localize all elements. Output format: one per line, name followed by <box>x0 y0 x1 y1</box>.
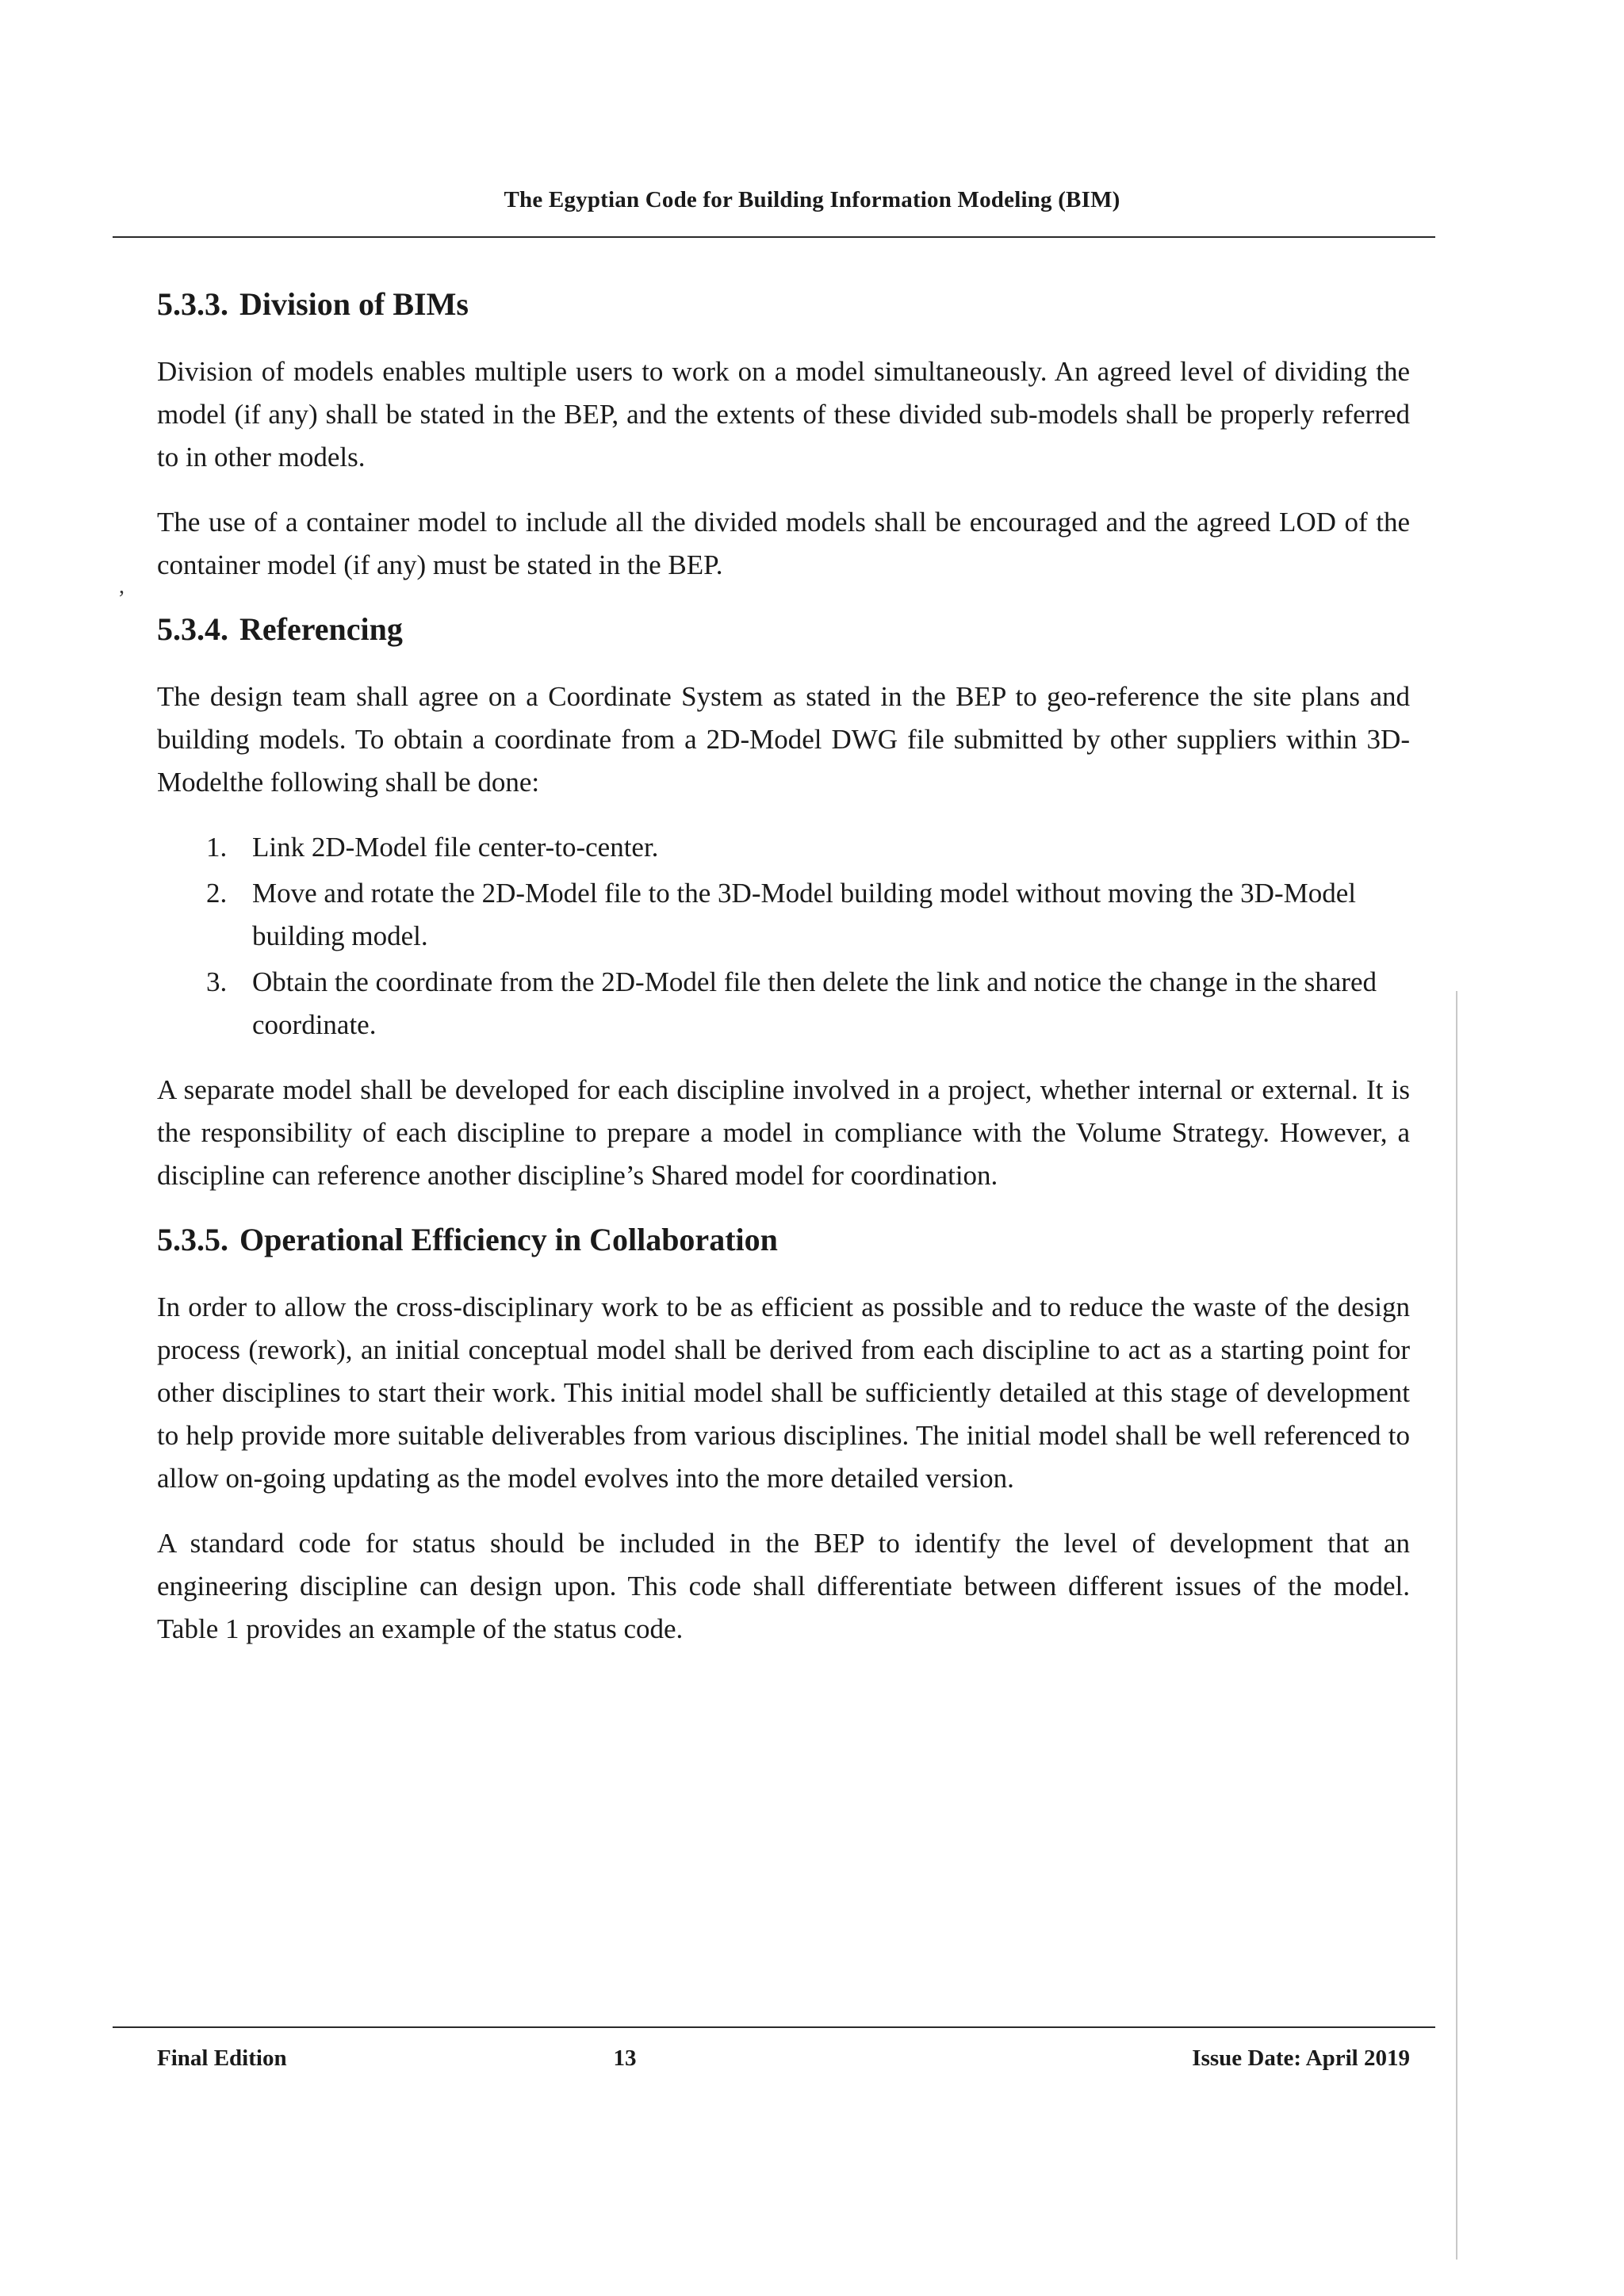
scan-mark: , <box>119 574 124 599</box>
footer-edition: Final Edition <box>157 2045 287 2071</box>
numbered-list <box>157 826 1410 1047</box>
section-title: Referencing <box>239 611 403 647</box>
footer-issue-date: Issue Date: April 2019 <box>1192 2045 1410 2071</box>
section-number: 5.3.3. <box>157 286 228 322</box>
list-marker: 2. <box>206 878 228 909</box>
running-header: The Egyptian Code for Building Information Modeling (BIM) <box>504 187 1120 212</box>
section-heading <box>157 1221 1410 1259</box>
header-rule <box>113 236 1435 238</box>
scan-edge-line <box>1456 991 1457 2260</box>
section-referencing <box>157 610 1410 1197</box>
list-item <box>157 826 1410 869</box>
section-title: Division of BIMs <box>239 286 469 322</box>
list-marker: 1. <box>206 832 228 863</box>
list-item-text: Obtain the coordinate from the 2D-Model file then delete the link and notice the change in the shared coordinate. <box>252 966 1377 1040</box>
paragraph: A separate model shall be developed for each discipline involved in a project, whether internal or external. It is the responsibility of each discipline to prepare a model in compliance with the Volume Strategy. However, a discipline can reference another discipline’s Shared model for coordination. <box>157 1074 1410 1191</box>
paragraph: A standard code for status should be included in the BEP to identify the level of development that an engineering discipline can design upon. This code shall differentiate between different issues of the model. Table 1 provides an example of the status code. <box>157 1528 1410 1644</box>
section-heading <box>157 610 1410 649</box>
section-title: Operational Efficiency in Collaboration <box>239 1222 778 1257</box>
paragraph: The use of a container model to include all the divided models shall be encouraged and the agreed LOD of the container model (if any) must be stated in the BEP. <box>157 507 1410 580</box>
section-heading <box>157 285 1410 323</box>
section-number: 5.3.4. <box>157 611 228 647</box>
list-marker: 3. <box>206 966 228 997</box>
list-item <box>157 961 1410 1047</box>
footer-rule <box>113 2026 1435 2028</box>
list-item-text: Link 2D-Model file center-to-center. <box>252 832 659 863</box>
page-body <box>157 285 1410 1674</box>
section-number: 5.3.5. <box>157 1222 228 1257</box>
paragraph: In order to allow the cross-disciplinary work to be as efficient as possible and to reduce the waste of the design process (rework), an initial conceptual model shall be derived from each discipline to act as a starting point for other disciplines to start their work. This initial model shall be sufficiently detailed at this stage of development to help provide more suitable deliverables from various disciplines. The initial model shall be well referenced to allow on-going updating as the model evolves into the more detailed version. <box>157 1292 1410 1494</box>
paragraph: Division of models enables multiple users to work on a model simultaneously. An agreed level of dividing the model (if any) shall be stated in the BEP, and the extents of these divided sub-models shall be properly referred to in other models. <box>157 356 1410 473</box>
footer-page-number: 13 <box>613 2045 637 2071</box>
section-efficiency <box>157 1221 1410 1651</box>
section-division <box>157 285 1410 587</box>
list-item-text: Move and rotate the 2D-Model file to the 3D-Model building model without moving the 3D-Model building model. <box>252 878 1356 951</box>
list-item <box>157 872 1410 958</box>
paragraph: The design team shall agree on a Coordinate System as stated in the BEP to geo-reference the site plans and building models. To obtain a coordinate from a 2D-Model DWG file submitted by other suppliers within 3D-Modelthe following shall be done: <box>157 681 1410 798</box>
